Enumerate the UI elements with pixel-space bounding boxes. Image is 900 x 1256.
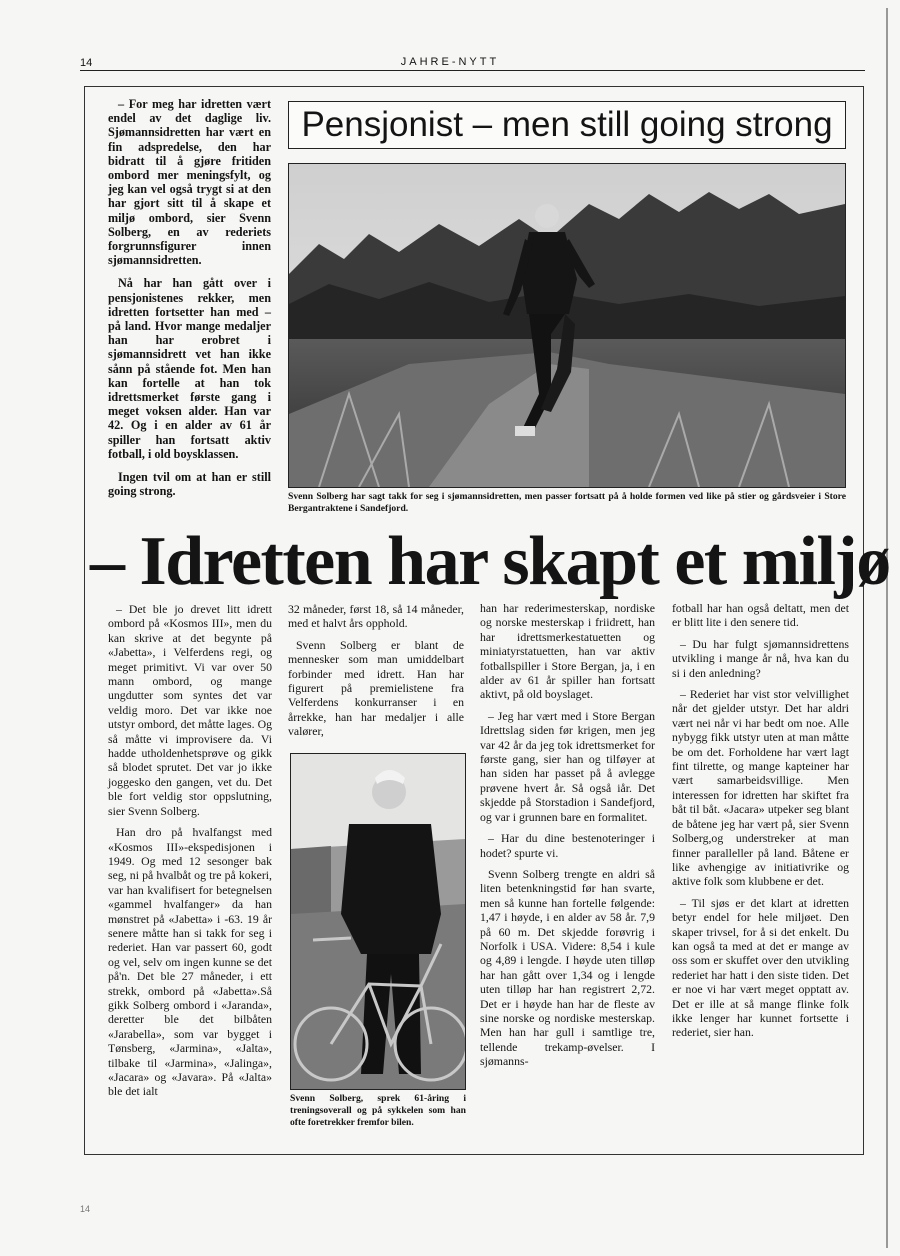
header-rule	[80, 70, 865, 71]
intro-paragraph: Ingen tvil om at han er still going strong.	[108, 470, 271, 499]
article-paragraph: han har rederimesterskap, nordiske og norske mesterskap i friidrett, han har idrettsmerkestatuetten og miniatyrstatuetten, han var aktiv fotballspiller i Store Bergan, ja, i en alder av 61 år spiller han fortsatt aktivt, på old boyslaget.	[480, 601, 655, 702]
intro-text	[108, 97, 271, 507]
page-number: 14	[80, 57, 93, 69]
article-column-2	[288, 602, 464, 746]
bicycle-photo-image	[291, 754, 465, 1089]
intro-paragraph: – For meg har idretten vært endel av det daglige liv. Sjømannsidretten har vært en fin adspredelse, den har bidratt til å gjøre fritiden ombord mer meningsfylt, og jeg kan vel også trygt si at den har gjort sitt til å skape et miljø ombord, sier Svenn Solberg, en av rederiets forgrunnsfigurer innen sjømannsidretten.	[108, 97, 271, 268]
article-paragraph: Svenn Solberg trengte en aldri så liten betenkningstid før han svarte, men så kunne han fortelle følgende: 1,47 i høyde, i en alder av 58 år. 7,9 på 60 m. Det skjedde forøvrig i Norfolk i USA. Videre: 8,54 i kule og 4,89 i lengde. I høyde uten tilløp har han gått over 1,34 og i lengde uten tilløp har han registrert 2,72. Det er i høyde han har de fleste av sine norske og nordiske mesterskap. Men han har gull i samtlige tre, tellende trekamp-øvelser. I sjømanns-	[480, 866, 655, 1069]
article-paragraph: – Har du dine bestenoteringer i hodet? spurte vi.	[480, 831, 655, 860]
main-headline: – Idretten har skapt et miljø	[90, 523, 890, 600]
top-headline: Pensjonist – men still going strong	[288, 101, 846, 149]
bicycle-photo	[290, 753, 466, 1090]
article-paragraph: Han dro på hvalfangst med «Kosmos III»-ekspedisjonen i 1949. Og med 12 sesonger bak seg, ni på hvalbåt og tre på kokeri, var han kvalifisert for betegnelsen «gammel hvalfanger» da han mønstret på «Jabetta» i -63. 19 år senere måtte han si takk for seg i rederiet. Han var passert 60, godt og vel, selv om ingen kunne se det på'n. Det ble 27 måneder, i ett strekk, ombord på «Jabetta».Så gikk Solberg ombord i «Jaranda», deretter ble det bilbåten «Jarabella», som var bygget i Tønsberg, «Jarmina», «Jalta», tilbake til «Jarmina», «Jalinga», «Jacara» og «Javara». På «Jalta» ble det ialt	[108, 825, 272, 1099]
article-paragraph: – Det ble jo drevet litt idrett ombord på «Kosmos III», men du kan skrive at det begynte på «Jabetta», i Velferdens regi, og meget primitivt. Vi var over 50 mann ombord, og mange ungdutter som syntes det var veldig moro. Det var ikke noe utstyr ombord, det måtte lages. Og så måtte vi improvisere da. Vi hadde utholdenhetsprøve og gikk så blodet sprutet. Det var jo ikke joggesko den gangen, vet du. Det ble fort veldig stor oppslutning, sier Svenn Solberg.	[108, 602, 272, 818]
article-paragraph: – Jeg har vært med i Store Bergan Idrettslag siden før krigen, men jeg var 42 år da jeg tok idrettsmerket for første gang, sier han og tilføyer at han siden har passet på å avlegge prøvene hvert år. Så også iår. Det skjedde på Storstadion i Sandefjord, og var i grunnen bare en formalitet.	[480, 708, 655, 824]
footer-page-marker: 14	[80, 1204, 91, 1214]
article-paragraph: – Du har fulgt sjømannsidrettens utvikling i mange år nå, hva kan du si i den anledning?	[672, 636, 849, 680]
article-column-4	[672, 601, 849, 1047]
article-paragraph: – Til sjøs er det klart at idretten betyr endel for hele miljøet. Den skaper trivsel, for å si det enkelt. Du kan også ta med at det er mange av oss som er skuffet over den utvikling rederiet har hatt i den siste tiden. Det er noe vi har vært meget opptatt av. Det er ille at så mange flinke folk ikke lenger har kunnet fortsette i rederiet, sier han.	[672, 895, 849, 1040]
running-photo-image	[289, 164, 845, 487]
article-column-3	[480, 601, 655, 1076]
article-paragraph: 32 måneder, først 18, så 14 måneder, med et halvt års opphold.	[288, 602, 464, 631]
article-paragraph: fotball har han også deltatt, men det er blitt lite i den senere tid.	[672, 601, 849, 630]
article-paragraph: Svenn Solberg er blant de mennesker som man umiddelbart forbinder med idrett. Han har figurert på premielistene fra Velferdens konkurranser i en årrekke, han har medaljer i alle valører,	[288, 637, 464, 739]
article-paragraph: – Rederiet har vist stor velvillighet når det gjelder utstyr. Det har aldri vært nei når vi har bedt om noe. Alle nybygg fikk utstyr uten at man måtte be om det. Forholdene har vært lagt fint tilrette, og mange kapteiner har vært samarbeidsvillige. Men interessen for idretten har skiftet fra båt til båt. «Jacara» utpeker seg blant de båtene jeg har vært på, sier Svenn Solberg,og understreker at man finner paralleller på land. Båtene er like avhengige av initiativrike og aktive folk som klubbene er det.	[672, 687, 849, 889]
article-column-1	[108, 602, 272, 1106]
photo1-caption: Svenn Solberg har sagt takk for seg i sjømannsidretten, men passer fortsatt på å holde formen ved like på stier og gårdsveier i Store Bergantraktene i Sandefjord.	[288, 491, 846, 514]
scan-edge	[886, 8, 888, 1248]
photo2-caption: Svenn Solberg, sprek 61-åring i treningsoverall og på sykkelen som han ofte foretrekker fremfor bilen.	[290, 1093, 466, 1128]
magazine-title: JAHRE-NYTT	[400, 56, 500, 68]
intro-paragraph: Nå har han gått over i pensjonistenes rekker, men idretten fortsetter han med – på land. Hvor mange medaljer han har erobret i sjømannsidrett vet han ikke sånn på stående fot. Men han kan fortelle at han tok idrettsmerket første gang i meget voksen alder. Han var 42. Og i en alder av 61 år spiller han fortsatt aktiv fotball, i old boysklassen.	[108, 276, 271, 461]
running-photo	[288, 163, 846, 488]
